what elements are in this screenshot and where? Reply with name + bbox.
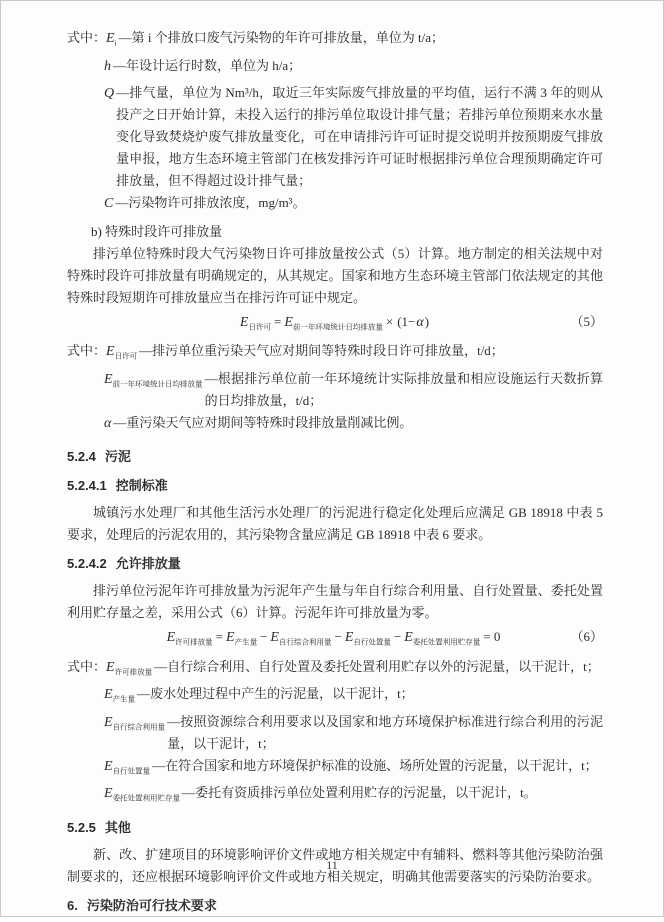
variable-subscript: 前一年环境统计日均排放量 <box>112 379 203 388</box>
variable-symbol: E <box>239 314 249 330</box>
variable-subscript: 自行综合利用量 <box>278 637 332 647</box>
variable-term <box>104 782 182 810</box>
variable-term <box>104 412 113 440</box>
variable-symbol: E <box>106 344 115 359</box>
page-content <box>67 27 603 922</box>
definition-text: —第 i 个排放口废气污染物的年许可排放量，单位为 t/a； <box>118 30 445 45</box>
variable-term <box>104 711 167 739</box>
variable-subscript: 产生量 <box>234 637 258 647</box>
special-period-paragraph: 排污单位特殊时段大气污染物日许可排放量按公式（5）计算。地方制定的相关法规中对特殊时段许可排放量有明确规定的，从其规定。国家和地方生态环境主管部门依法规定的其他特殊时段短期许可排放量应当在排污许可证中规定。 <box>67 245 603 305</box>
definition-text: —根据排污单位前一年环境统计实际排放量和相应设施运行天数折算的日均排放量，t/d； <box>204 370 603 408</box>
variable-subscript: i <box>114 38 117 48</box>
variable-symbol: E <box>404 630 413 645</box>
variable-subscript: 自行处置量 <box>112 766 151 775</box>
control-standard-paragraph: 城镇污水处理厂和其他生活污水处理厂的污泥进行稳定化处理后应满足 GB 18918 中表 5 要求，处理后的污泥农用的，其污染物含量应满足 GB 18918 中表 6 要求。 <box>67 505 603 542</box>
variable-subscript: 许可排放量 <box>114 667 153 676</box>
formula-6-body <box>166 629 504 647</box>
variable-symbol: E <box>106 659 115 675</box>
variable-subscript: 自行综合利用量 <box>112 722 166 731</box>
definition-row <box>104 55 603 83</box>
formula-6 <box>67 626 603 654</box>
variable-symbol: Q <box>104 86 115 101</box>
where-label: 式中： <box>67 343 107 358</box>
variable-subscript: 自行处置量 <box>353 637 391 647</box>
variable-symbol: E <box>344 630 354 645</box>
formula-number: （5） <box>570 313 603 329</box>
variable-symbol: E <box>104 758 113 774</box>
where-label: 式中： <box>67 30 107 45</box>
variable-symbol: E <box>104 786 113 801</box>
variable-symbol: E <box>166 630 176 645</box>
definition-row <box>104 755 603 783</box>
variable-symbol: E <box>104 687 113 702</box>
section-title: 其他 <box>104 819 131 835</box>
definition-row <box>104 711 603 755</box>
formula-number: （6） <box>570 629 603 644</box>
definition-row <box>104 368 603 412</box>
section-number: 5.2.5 <box>67 819 96 835</box>
variable-term <box>104 55 113 83</box>
paren-open: (1− <box>397 313 416 329</box>
definition-text: —废水处理过程中产生的污泥量，以干泥计，t； <box>137 686 414 701</box>
definition-row <box>104 683 603 711</box>
definition-row <box>104 782 603 810</box>
variable-symbol: E <box>226 630 235 645</box>
section-number: 6. <box>67 897 78 913</box>
variable-subscript: 许可排放量 <box>175 637 213 647</box>
definition-text: —自行综合利用、自行处置及委托处置利用贮存以外的污泥量，以干泥计，t； <box>154 658 600 674</box>
variable-term <box>106 27 119 55</box>
alpha-symbol: α <box>104 415 112 431</box>
definition-row <box>67 340 603 368</box>
page-number: 11 <box>326 858 338 872</box>
definition-text: —年设计运行时数，单位为 h/a； <box>113 57 302 73</box>
section-heading-5-2-4-2 <box>67 553 603 575</box>
list-item-b: b) 特殊时段许可排放量 <box>91 223 223 239</box>
variable-term <box>106 340 139 368</box>
definition-row <box>67 656 603 684</box>
formula-5-body <box>240 314 430 329</box>
formula4-definitions <box>67 27 603 220</box>
equals-sign: = <box>273 313 282 329</box>
variable-subscript: 日许可 <box>248 322 271 331</box>
section-heading-6 <box>67 895 603 917</box>
definition-text: —在符合国家和地方环境保护标准的设施、场所处置的污泥量，以干泥计，t； <box>152 757 598 773</box>
definition-text: —按照资源综合利用要求以及国家和地方环境保护标准进行综合利用的污泥量，以干泥计，t； <box>167 713 603 751</box>
alpha-symbol: α <box>416 314 424 330</box>
other-requirements-paragraph: 新、改、扩建项目的环境影响评价文件或地方相关规定中有辅料、燃料等其他污染防治强制要求的，还应根据环境影响评价文件或地方相关规定，明确其他需要落实的污染防治要求。 <box>67 846 603 884</box>
variable-symbol: E <box>284 314 293 330</box>
paren-close: ) <box>424 313 430 329</box>
variable-subscript: 日许可 <box>114 351 138 361</box>
variable-term <box>104 192 115 220</box>
definition-text: —排污单位重污染天气应对期间等特殊时段日许可排放量，t/d； <box>139 343 504 358</box>
equals-sign: = <box>215 629 224 644</box>
definition-row <box>67 27 603 55</box>
sludge-permit-paragraph: 排污单位污泥年许可排放量为污泥年产生量与年自行综合利用量、自行处置量、委托处置利用贮存量之差，采用公式（6）计算。污泥年许可排放量为零。 <box>67 583 603 620</box>
formula6-definitions <box>67 656 603 810</box>
section-heading-5-2-5 <box>67 817 603 839</box>
section-title: 控制标准 <box>115 478 168 493</box>
multiply-sign: × <box>385 313 394 329</box>
variable-subscript: 产生量 <box>112 694 136 704</box>
variable-term <box>106 656 154 684</box>
definition-text: —委托有资质排污单位处置利用贮存的污泥量，以干泥计，t。 <box>182 785 537 800</box>
variable-symbol: C <box>104 196 114 211</box>
variable-subscript: 委托处置利用贮存量 <box>112 793 181 803</box>
variable-symbol: E <box>270 630 279 645</box>
variable-term <box>104 368 205 396</box>
definition-text: —重污染天气应对期间等特殊时段排放量削减比例。 <box>113 414 413 430</box>
variable-term <box>104 755 152 783</box>
definition-text: —排气量，单位为 Nm³/h，取近三年实际废气排放量的平均值，运行不满 3 年的则从投产之日开始计算，未投入运行的排污单位取设计排气量；若排污单位预期来水水量变化导致焚烧炉废气排放量变化，可在申请排污许可证时提交说明并按预期废气排放量申报，地方生态环境主管部门在核发排污许可证时根据排污单位合理预期确定许可排放量，但不得超过设计排气量； <box>116 85 603 188</box>
formula5-definitions <box>67 340 603 439</box>
section-number: 5.2.4.1 <box>67 478 107 493</box>
formula-5 <box>67 311 603 339</box>
definition-row <box>104 192 603 220</box>
variable-symbol: E <box>104 714 113 730</box>
variable-symbol: E <box>104 371 113 387</box>
variable-term <box>104 683 137 711</box>
section-title: 允许排放量 <box>115 556 181 571</box>
variable-symbol: E <box>106 31 115 46</box>
variable-subscript: 前一年环境统计日均排放量 <box>292 322 383 331</box>
minus-sign: − <box>260 629 268 644</box>
equals-zero: = 0 <box>483 629 501 644</box>
variable-subscript: 委托处置利用贮存量 <box>412 637 481 647</box>
minus-sign: − <box>334 629 342 644</box>
definition-row <box>104 82 603 192</box>
section-title: 污泥 <box>104 449 131 464</box>
minus-sign: − <box>393 629 402 644</box>
section-heading-5-2-4 <box>67 446 603 468</box>
variable-symbol: h <box>104 58 111 74</box>
where-label: 式中： <box>67 658 107 674</box>
definition-row <box>104 412 603 440</box>
section-number: 5.2.4 <box>67 449 96 464</box>
section-title: 污染防治可行技术要求 <box>86 897 217 913</box>
section-heading-5-2-4-1 <box>67 475 603 497</box>
section-number: 5.2.4.2 <box>67 556 107 571</box>
definition-text: —污染物许可排放浓度，mg/m³。 <box>115 195 306 210</box>
variable-term <box>104 82 116 110</box>
